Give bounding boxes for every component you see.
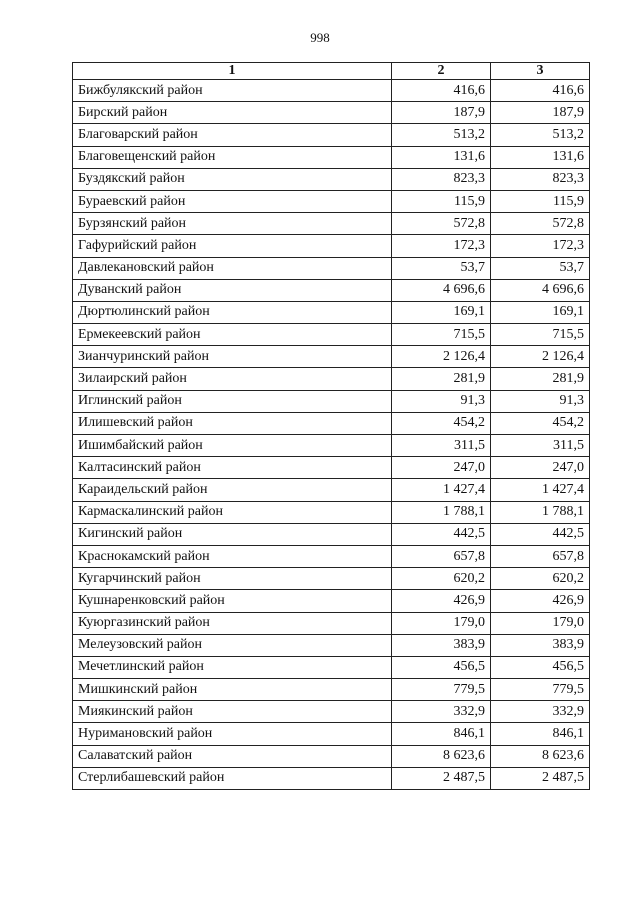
value-col3-cell: 53,7 bbox=[491, 257, 590, 279]
value-col2-cell: 1 788,1 bbox=[392, 501, 491, 523]
column-header-3: 3 bbox=[491, 63, 590, 80]
value-col3-cell: 715,5 bbox=[491, 324, 590, 346]
district-name-cell: Миякинский район bbox=[73, 701, 392, 723]
district-name-cell: Благовещенский район bbox=[73, 146, 392, 168]
value-col3-cell: 416,6 bbox=[491, 80, 590, 102]
value-col2-cell: 513,2 bbox=[392, 124, 491, 146]
table-row bbox=[73, 412, 590, 434]
value-col3-cell: 131,6 bbox=[491, 146, 590, 168]
value-col2-cell: 172,3 bbox=[392, 235, 491, 257]
value-col3-cell: 456,5 bbox=[491, 656, 590, 678]
table-row bbox=[73, 301, 590, 323]
value-col3-cell: 513,2 bbox=[491, 124, 590, 146]
table-row bbox=[73, 190, 590, 212]
value-col2-cell: 823,3 bbox=[392, 168, 491, 190]
district-name-cell: Иглинский район bbox=[73, 390, 392, 412]
value-col3-cell: 1 788,1 bbox=[491, 501, 590, 523]
table-row bbox=[73, 612, 590, 634]
value-col2-cell: 187,9 bbox=[392, 102, 491, 124]
table-row bbox=[73, 102, 590, 124]
value-col3-cell: 572,8 bbox=[491, 213, 590, 235]
value-col2-cell: 657,8 bbox=[392, 545, 491, 567]
value-col2-cell: 179,0 bbox=[392, 612, 491, 634]
district-name-cell: Мелеузовский район bbox=[73, 634, 392, 656]
table-row bbox=[73, 523, 590, 545]
district-name-cell: Бирский район bbox=[73, 102, 392, 124]
value-col2-cell: 91,3 bbox=[392, 390, 491, 412]
header-row bbox=[73, 63, 590, 80]
value-col2-cell: 426,9 bbox=[392, 590, 491, 612]
table-row bbox=[73, 634, 590, 656]
value-col3-cell: 779,5 bbox=[491, 679, 590, 701]
value-col2-cell: 311,5 bbox=[392, 435, 491, 457]
value-col3-cell: 657,8 bbox=[491, 545, 590, 567]
district-table bbox=[72, 62, 590, 790]
table-row bbox=[73, 279, 590, 301]
column-header-1: 1 bbox=[73, 63, 392, 80]
value-col3-cell: 2 487,5 bbox=[491, 767, 590, 789]
value-col3-cell: 172,3 bbox=[491, 235, 590, 257]
table-row bbox=[73, 479, 590, 501]
table-row bbox=[73, 723, 590, 745]
value-col2-cell: 383,9 bbox=[392, 634, 491, 656]
value-col2-cell: 779,5 bbox=[392, 679, 491, 701]
value-col2-cell: 442,5 bbox=[392, 523, 491, 545]
table-row bbox=[73, 679, 590, 701]
value-col2-cell: 332,9 bbox=[392, 701, 491, 723]
value-col2-cell: 53,7 bbox=[392, 257, 491, 279]
district-name-cell: Благоварский район bbox=[73, 124, 392, 146]
table-row bbox=[73, 590, 590, 612]
district-name-cell: Куюргазинский район bbox=[73, 612, 392, 634]
district-name-cell: Нуримановский район bbox=[73, 723, 392, 745]
district-name-cell: Бурзянский район bbox=[73, 213, 392, 235]
district-name-cell: Буздякский район bbox=[73, 168, 392, 190]
value-col2-cell: 456,5 bbox=[392, 656, 491, 678]
table-row bbox=[73, 346, 590, 368]
value-col3-cell: 4 696,6 bbox=[491, 279, 590, 301]
district-name-cell: Зианчуринский район bbox=[73, 346, 392, 368]
district-name-cell: Кушнаренковский район bbox=[73, 590, 392, 612]
district-name-cell: Зилаирский район bbox=[73, 368, 392, 390]
table-row bbox=[73, 545, 590, 567]
value-col3-cell: 823,3 bbox=[491, 168, 590, 190]
value-col2-cell: 247,0 bbox=[392, 457, 491, 479]
table-row bbox=[73, 501, 590, 523]
value-col3-cell: 91,3 bbox=[491, 390, 590, 412]
value-col3-cell: 247,0 bbox=[491, 457, 590, 479]
value-col2-cell: 4 696,6 bbox=[392, 279, 491, 301]
district-name-cell: Давлекановский район bbox=[73, 257, 392, 279]
value-col3-cell: 1 427,4 bbox=[491, 479, 590, 501]
value-col3-cell: 442,5 bbox=[491, 523, 590, 545]
value-col2-cell: 8 623,6 bbox=[392, 745, 491, 767]
district-name-cell: Ишимбайский район bbox=[73, 435, 392, 457]
table-row bbox=[73, 146, 590, 168]
value-col3-cell: 8 623,6 bbox=[491, 745, 590, 767]
table-row bbox=[73, 745, 590, 767]
district-name-cell: Бураевский район bbox=[73, 190, 392, 212]
value-col2-cell: 416,6 bbox=[392, 80, 491, 102]
value-col2-cell: 715,5 bbox=[392, 324, 491, 346]
value-col3-cell: 179,0 bbox=[491, 612, 590, 634]
value-col2-cell: 169,1 bbox=[392, 301, 491, 323]
table-row bbox=[73, 368, 590, 390]
value-col3-cell: 2 126,4 bbox=[491, 346, 590, 368]
table-row bbox=[73, 656, 590, 678]
district-name-cell: Дуванский район bbox=[73, 279, 392, 301]
value-col2-cell: 620,2 bbox=[392, 568, 491, 590]
table-row bbox=[73, 390, 590, 412]
table-row bbox=[73, 457, 590, 479]
value-col2-cell: 572,8 bbox=[392, 213, 491, 235]
district-name-cell: Ермекеевский район bbox=[73, 324, 392, 346]
value-col2-cell: 454,2 bbox=[392, 412, 491, 434]
value-col2-cell: 2 126,4 bbox=[392, 346, 491, 368]
district-name-cell: Караидельский район bbox=[73, 479, 392, 501]
table-row bbox=[73, 701, 590, 723]
table-header bbox=[73, 63, 590, 80]
district-name-cell: Краснокамский район bbox=[73, 545, 392, 567]
table-row bbox=[73, 257, 590, 279]
value-col3-cell: 169,1 bbox=[491, 301, 590, 323]
district-name-cell: Дюртюлинский район bbox=[73, 301, 392, 323]
value-col3-cell: 187,9 bbox=[491, 102, 590, 124]
district-name-cell: Кугарчинский район bbox=[73, 568, 392, 590]
column-header-2: 2 bbox=[392, 63, 491, 80]
district-name-cell: Илишевский район bbox=[73, 412, 392, 434]
district-name-cell: Кармаскалинский район bbox=[73, 501, 392, 523]
value-col2-cell: 115,9 bbox=[392, 190, 491, 212]
value-col3-cell: 383,9 bbox=[491, 634, 590, 656]
table-row bbox=[73, 324, 590, 346]
data-table-container bbox=[72, 62, 590, 790]
value-col3-cell: 620,2 bbox=[491, 568, 590, 590]
value-col3-cell: 426,9 bbox=[491, 590, 590, 612]
district-name-cell: Калтасинский район bbox=[73, 457, 392, 479]
district-name-cell: Гафурийский район bbox=[73, 235, 392, 257]
table-row bbox=[73, 767, 590, 789]
district-name-cell: Мечетлинский район bbox=[73, 656, 392, 678]
value-col3-cell: 332,9 bbox=[491, 701, 590, 723]
table-row bbox=[73, 124, 590, 146]
table-row bbox=[73, 568, 590, 590]
table-body bbox=[73, 80, 590, 790]
district-name-cell: Бижбулякский район bbox=[73, 80, 392, 102]
value-col2-cell: 1 427,4 bbox=[392, 479, 491, 501]
table-row bbox=[73, 435, 590, 457]
value-col3-cell: 311,5 bbox=[491, 435, 590, 457]
page-number: 998 bbox=[310, 30, 330, 45]
value-col3-cell: 115,9 bbox=[491, 190, 590, 212]
district-name-cell: Мишкинский район bbox=[73, 679, 392, 701]
table-row bbox=[73, 235, 590, 257]
district-name-cell: Салаватский район bbox=[73, 745, 392, 767]
district-name-cell: Кигинский район bbox=[73, 523, 392, 545]
table-row bbox=[73, 168, 590, 190]
value-col2-cell: 281,9 bbox=[392, 368, 491, 390]
value-col3-cell: 846,1 bbox=[491, 723, 590, 745]
value-col3-cell: 454,2 bbox=[491, 412, 590, 434]
value-col2-cell: 131,6 bbox=[392, 146, 491, 168]
value-col3-cell: 281,9 bbox=[491, 368, 590, 390]
table-row bbox=[73, 80, 590, 102]
district-name-cell: Стерлибашевский район bbox=[73, 767, 392, 789]
value-col2-cell: 846,1 bbox=[392, 723, 491, 745]
table-row bbox=[73, 213, 590, 235]
value-col2-cell: 2 487,5 bbox=[392, 767, 491, 789]
